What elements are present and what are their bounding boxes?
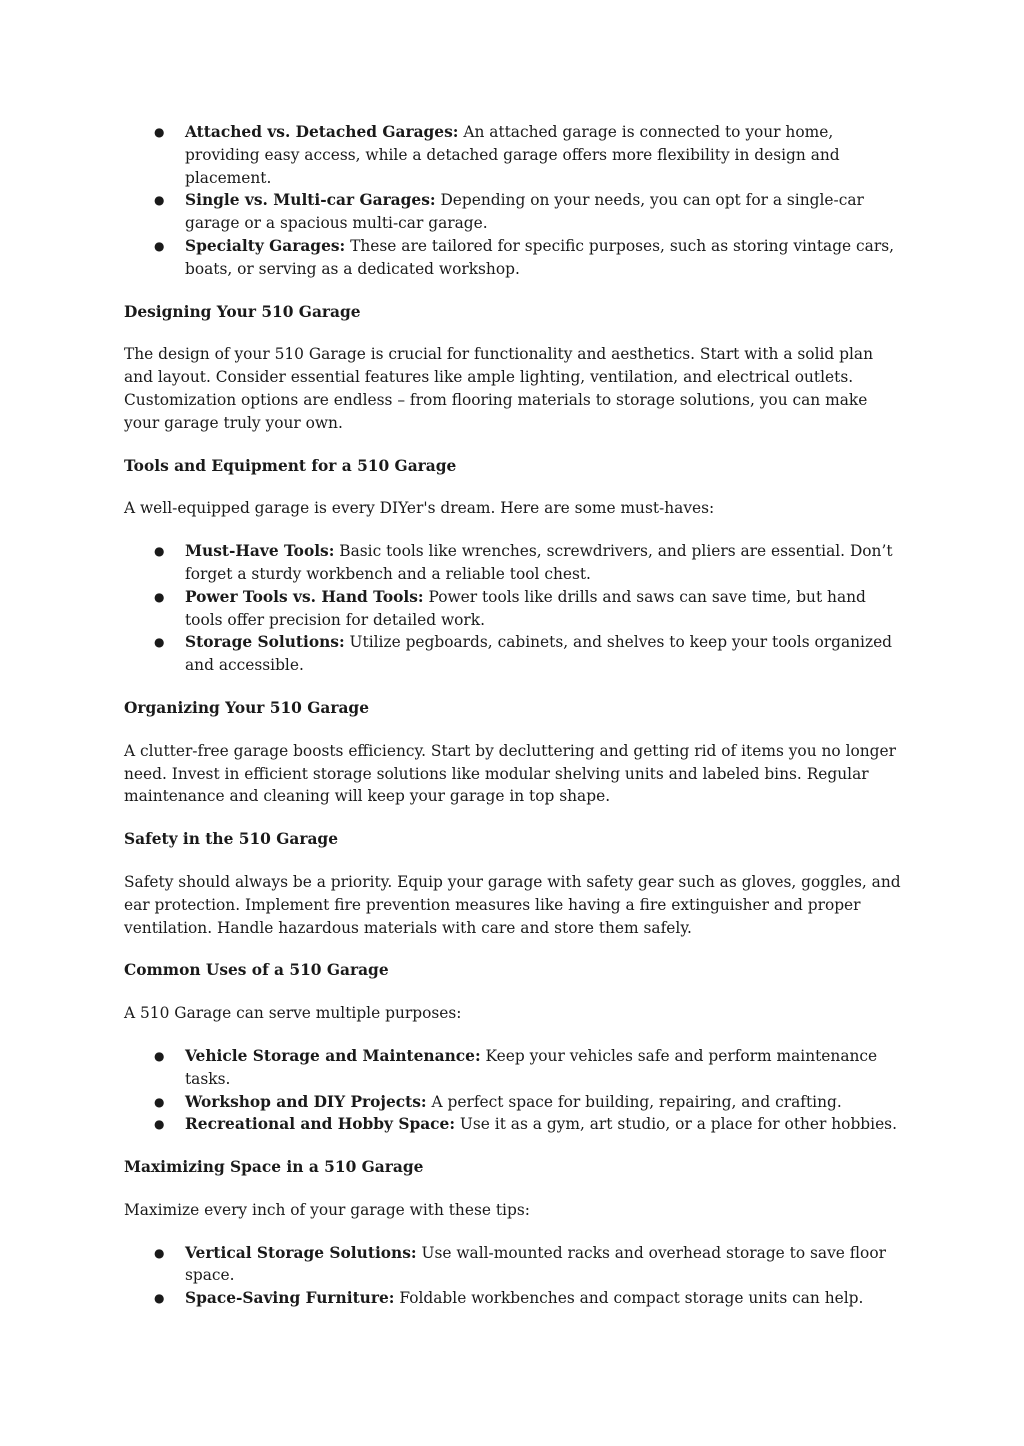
list-item-text: Basic tools like wrenches, screwdrivers, and pliers are essential. Don’t forget a sturdy workbench and a reliable tool chest. [185,542,893,583]
section-heading-designing: Designing Your 510 Garage [124,302,361,321]
list-item [185,1045,904,1091]
section-heading-organizing: Organizing Your 510 Garage [124,698,369,717]
list-item-term: Vehicle Storage and Maintenance: [185,1046,481,1065]
tools-list [124,540,904,677]
list-item [185,1242,904,1288]
list-item [185,1113,904,1136]
list-item-text: A perfect space for building, repairing, and crafting. [426,1092,842,1111]
list-item-text: These are tailored for specific purposes, such as storing vintage cars, boats, or serving as a dedicated workshop. [185,236,894,278]
list-item-term: Storage Solutions: [185,633,345,652]
list-item [185,121,904,189]
tools-intro: A well-equipped garage is every DIYer's dream. Here are some must-haves: [124,499,715,518]
list-item [185,189,904,235]
list-item [185,1091,904,1114]
list-item-term: Space-Saving Furniture: [185,1289,395,1308]
list-item-term: Attached vs. Detached Garages: [185,123,459,141]
uses-list [124,1045,904,1136]
designing-paragraph: The design of your 510 Garage is crucial for functionality and aesthetics. Start with a solid plan and layout. Consider essential features like ample lighting, ventilation, and electrical outlets. Customization options are endless – from flooring materials to storage solutions, you can make your garage truly your own. [124,345,874,432]
section-heading-tools: Tools and Equipment for a 510 Garage [124,456,457,475]
list-item-text: Use it as a gym, art studio, or a place for other hobbies. [455,1115,897,1134]
list-item-text: Utilize pegboards, cabinets, and shelves to keep your tools organized and accessible. [185,633,893,675]
list-item-text: Power tools like drills and saws can save time, but hand tools offer precision for detailed work. [185,587,866,629]
list-item-text: Keep your vehicles safe and perform maintenance tasks. [185,1046,878,1088]
maximizing-intro: Maximize every inch of your garage with these tips: [124,1200,530,1219]
list-item-term: Power Tools vs. Hand Tools: [185,587,424,606]
list-item [185,1287,904,1310]
list-item-term: Workshop and DIY Projects: [185,1092,427,1111]
section-heading-safety: Safety in the 510 Garage [124,830,338,849]
organizing-paragraph: A clutter-free garage boosts efficiency. Start by decluttering and getting rid of items you no longer need. Invest in efficient storage solutions like modular shelving units and labeled bins. Regular maintenance and cleaning will keep your garage in top shape. [124,741,896,806]
list-item-term: Must-Have Tools: [185,542,335,561]
maximizing-list [124,1242,904,1310]
list-item-text: Use wall-mounted racks and overhead storage to save floor space. [185,1243,886,1285]
list-item-text: Foldable workbenches and compact storage units can help. [394,1289,864,1308]
list-item-term: Vertical Storage Solutions: [185,1243,417,1262]
garage-types-list [124,121,904,281]
section-heading-uses: Common Uses of a 510 Garage [124,961,389,980]
list-item-term: Recreational and Hobby Space: [185,1115,456,1134]
list-item-term: Specialty Garages: [185,236,346,255]
list-item-term: Single vs. Multi-car Garages: [185,191,436,210]
list-item-text: An attached garage is connected to your home, providing easy access, while a detached garage offers more flexibility in design and placement. [185,123,840,187]
document-page [124,121,904,1310]
uses-intro: A 510 Garage can serve multiple purposes: [124,1004,462,1023]
list-item [185,631,904,677]
section-heading-maximizing: Maximizing Space in a 510 Garage [124,1158,424,1177]
list-item [185,540,904,586]
list-item-text: Depending on your needs, you can opt for a single-car garage or a spacious multi-car garage. [185,191,864,233]
list-item [185,235,904,281]
list-item [185,586,904,632]
safety-paragraph: Safety should always be a priority. Equip your garage with safety gear such as gloves, goggles, and ear protection. Implement fire prevention measures like having a fire extinguisher and proper ventilation. Handle hazardous materials with care and store them safely. [124,872,901,937]
